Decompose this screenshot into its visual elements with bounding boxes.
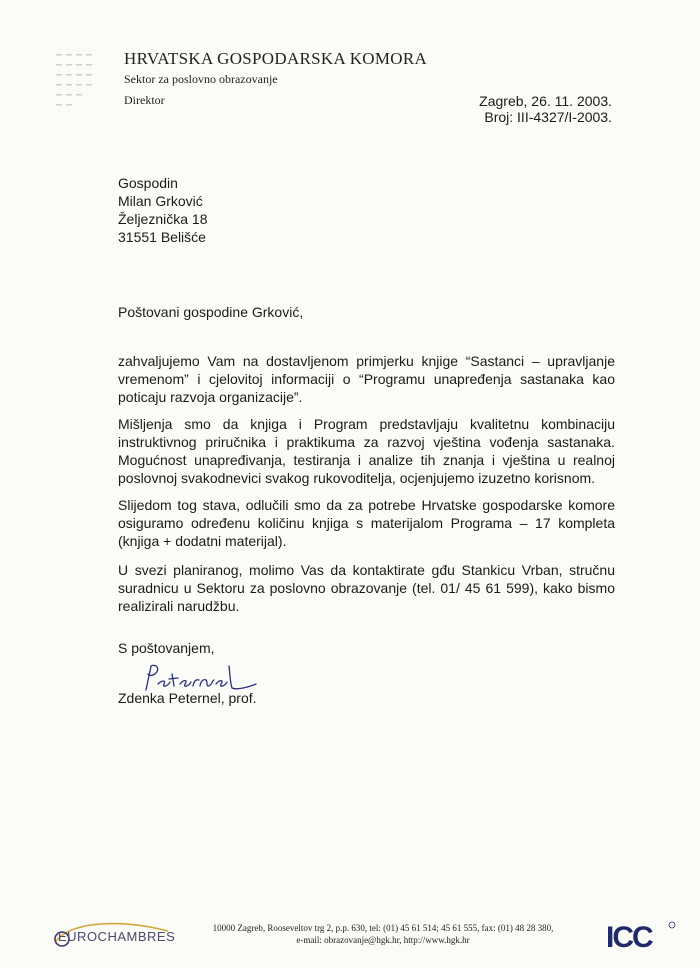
recipient-name: Milan Grković <box>118 193 203 209</box>
director-title: Direktor <box>124 93 165 107</box>
footer-address-line-1: 10000 Zagreb, Rooseveltov trg 2, p.p. 630, tel: (01) 45 61 514; 45 61 555, fax: (01) 48 28 380, <box>212 923 554 933</box>
eurochambres-wordmark: EUROCHAMBRES <box>58 929 176 944</box>
paragraph-4: U svezi planiranog, molimo Vas da kontaktirate gđu Stankicu Vrban, stručnu suradnicu u Sektoru za poslovno obrazovanje (tel. 01/ 45 61 599), kako bismo realizirali narudžbu. <box>118 562 615 614</box>
letter-date: Zagreb, 26. 11. 2003. <box>479 93 612 109</box>
closing: S poštovanjem, <box>118 640 215 656</box>
paragraph-2: Mišljenja smo da knjiga i Program predstavljaju kvalitetnu kombinaciju instruktivnog priručnika i praktikuma za razvoj vještina vođenja sastanaka. Mogućnost unapređivanja, testiranja i analize tih znanja i vještina u realnoj poslovnoj svakodnevici svakog rukovoditelja, ocjenjujemo izuzetno korisnom. <box>118 416 615 486</box>
paragraph-3: Slijedom tog stava, odlučili smo da za potrebe Hrvatske gospodarske komore osiguramo određenu količinu knjiga s materijalom Programa – 17 kompleta (knjiga + dodatni materijal). <box>118 497 615 549</box>
icc-wordmark: ICC <box>606 921 652 953</box>
recipient-city: 31551 Belišće <box>118 229 206 245</box>
signer-name: Zdenka Peternel, prof. <box>118 690 257 706</box>
footer-address-line-2: e-mail: obrazovanje@hgk.hr, http://www.hgk.hr <box>296 935 470 945</box>
paragraph-1: zahvaljujemo Vam na dostavljenom primjerku knjige “Sastanci – upravljanje vremenom” i cjelovitoj informaciji o “Programu unapređenja sastanaka kao poticaju razvoja organizacije”. <box>118 353 615 405</box>
footer-contact <box>198 922 568 946</box>
icc-logo-icon <box>606 919 676 953</box>
reference-number: Broj: III-4327/I-2003. <box>484 109 612 125</box>
recipient-salutation: Gospodin <box>118 175 178 191</box>
recipient-street: Željeznička 18 <box>118 211 208 227</box>
recipient-address <box>118 174 208 246</box>
sector-name: Sektor za poslovno obrazovanje <box>124 72 278 86</box>
hgk-logo-icon <box>52 50 100 120</box>
eurochambres-logo <box>52 917 176 953</box>
letter-meta <box>479 93 612 125</box>
greeting: Poštovani gospodine Grković, <box>118 304 304 320</box>
organization-name: HRVATSKA GOSPODARSKA KOMORA <box>124 49 428 68</box>
